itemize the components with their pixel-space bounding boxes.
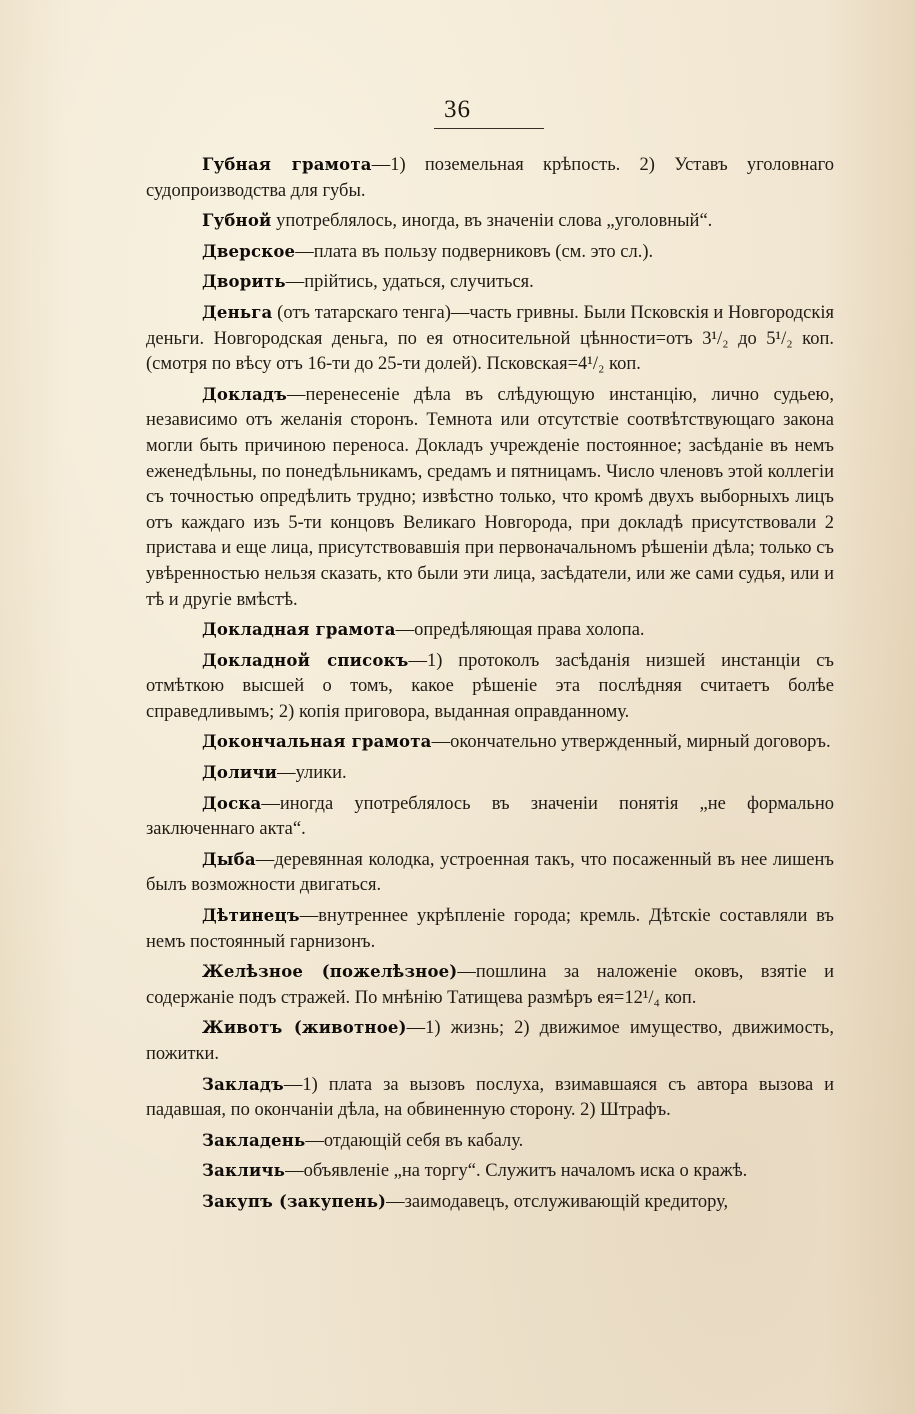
entry-term: Докончальная грамота <box>202 732 432 752</box>
entry-term: Закупъ (закупень) <box>202 1191 387 1211</box>
dictionary-text <box>146 152 834 1220</box>
entry-definition: —окончательно утвержденный, мирный договоръ. <box>431 732 831 753</box>
entry-definition: —иногда употреблялось въ значенiи понятiя „не формально заключеннаго акта“. <box>146 793 834 840</box>
entry-term: Доличи <box>202 763 278 783</box>
dictionary-entry <box>146 300 834 378</box>
dictionary-entry <box>146 1128 834 1155</box>
dictionary-entry <box>146 760 834 787</box>
page-number-rule <box>434 128 544 129</box>
dictionary-entry <box>146 269 834 296</box>
entry-term: Закличь <box>202 1161 286 1181</box>
entry-term: Докладной списокъ <box>202 650 409 670</box>
entry-term: Закладъ <box>202 1074 284 1094</box>
dictionary-entry <box>146 152 834 204</box>
entry-term: Деньга <box>202 302 273 322</box>
entry-term: Докладная грамота <box>202 620 396 640</box>
entry-definition: —прiйтись, удаться, случиться. <box>285 272 534 293</box>
entry-term: Дѣтинецъ <box>202 906 300 926</box>
entry-term: Животъ (животное) <box>202 1018 407 1038</box>
entry-definition: —внутреннее укрѣпленiе города; кремль. Дѣтскiе составляли въ немъ постоянный гарнизонъ. <box>146 906 834 952</box>
dictionary-entry <box>146 1015 834 1067</box>
dictionary-entry <box>146 1072 834 1124</box>
entry-term: Дыба <box>202 849 256 869</box>
entry-definition: —1) жизнь; 2) движимое имущество, движимость, пожитки. <box>146 1018 834 1064</box>
entry-definition: (отъ татарскаго тенга)—часть гривны. Были Псковскiя и Новгородскiя деньги. Новгородская деньга, по ея относительной цѣнности=отъ 3¹/₂ до 5¹/₂ коп. (смотря по вѣсу отъ 16-ти до 25-ти долей). Псковская=4¹/₂ коп. <box>146 302 834 375</box>
entry-term: Губной <box>202 211 272 231</box>
dictionary-entry <box>146 959 834 1011</box>
dictionary-entry <box>146 208 834 235</box>
dictionary-entry <box>146 903 834 955</box>
entry-definition: употреблялось, иногда, въ значенiи слова „уголовный“. <box>271 211 713 232</box>
entry-term: Доска <box>202 793 262 813</box>
entry-term: Желѣзное (пожелѣзное) <box>202 962 458 982</box>
entry-definition: —1) плата за вызовъ послуха, взимавшаяся съ автора вызова и падавшая, по окончанiи дѣла, на обвиненную сторону. 2) Штрафъ. <box>146 1074 834 1121</box>
entry-definition: —объявленiе „на торгу“. Служитъ началомъ иска о кражѣ. <box>285 1161 748 1182</box>
entry-term: Закладень <box>202 1130 306 1150</box>
entry-definition: —перенесенiе дѣла въ слѣдующую инстанцiю, лично судьею, независимо отъ желанiя сторонъ. Темнота или отсутствiе соотвѣтствующаго закона могли быть причиною переноса. Докладъ учрежденiе постоянное; засѣданiе въ немъ еженедѣльны, по понедѣльникамъ, средамъ и пятницамъ. Число членовъ этой коллегiи съ точностью опредѣлить трудно; извѣстно только, что кромѣ двухъ выборныхъ лицъ отъ каждаго изъ 5-ти концовъ Великаго Новгорода, при докладѣ присутствовали 2 пристава и еще лица, присутствовавшiя при первоначальномъ рѣшенiи дѣла; только съ увѣренностью нельзя сказать, кто были эти лица, засѣдатели, или же сами судья, или и тѣ и другiе вмѣстѣ. <box>146 384 834 610</box>
dictionary-entry <box>146 617 834 644</box>
entry-definition: —1) протоколъ засѣданiя низшей инстанцiи съ отмѣткою высшей о томъ, какое рѣшенiе эта послѣдняя считаетъ болѣе справедливымъ; 2) копiя приговора, выданная оправданному. <box>146 650 835 722</box>
entry-term: Дворить <box>202 272 286 292</box>
dictionary-entry <box>146 239 834 266</box>
entry-definition: —отдающiй себя въ кабалу. <box>305 1130 524 1151</box>
entry-definition: —плата въ пользу подверниковъ (см. это сл.). <box>295 241 654 262</box>
dictionary-entry <box>146 791 834 843</box>
entry-definition: —заимодавецъ, отслуживающiй кредитору, <box>386 1191 729 1212</box>
dictionary-entry <box>146 648 834 726</box>
dictionary-entry <box>146 1158 834 1185</box>
entry-term: Докладъ <box>202 384 287 404</box>
entry-definition: —опредѣляющая права холопа. <box>395 620 645 641</box>
dictionary-entry <box>146 382 834 613</box>
entry-definition: —улики. <box>277 763 347 784</box>
dictionary-entry <box>146 1189 834 1216</box>
page-number: 36 <box>444 96 471 123</box>
entry-term: Дверское <box>202 241 296 261</box>
dictionary-entry <box>146 847 834 899</box>
dictionary-entry <box>146 729 834 756</box>
entry-term: Губная грамота <box>202 155 372 174</box>
entry-definition: —пошлина за наложенiе оковъ, взятiе и содержанiе подъ стражей. По мнѣнiю Татищева размѣръ ея=12¹/₄ коп. <box>146 962 835 1008</box>
entry-definition: —деревянная колодка, устроенная такъ, что посаженный въ нее лишенъ былъ возможности двигаться. <box>146 849 834 896</box>
entry-definition: —1) поземельная крѣпость. 2) Уставъ уголовнаго судопроизводства для губы. <box>146 155 834 201</box>
